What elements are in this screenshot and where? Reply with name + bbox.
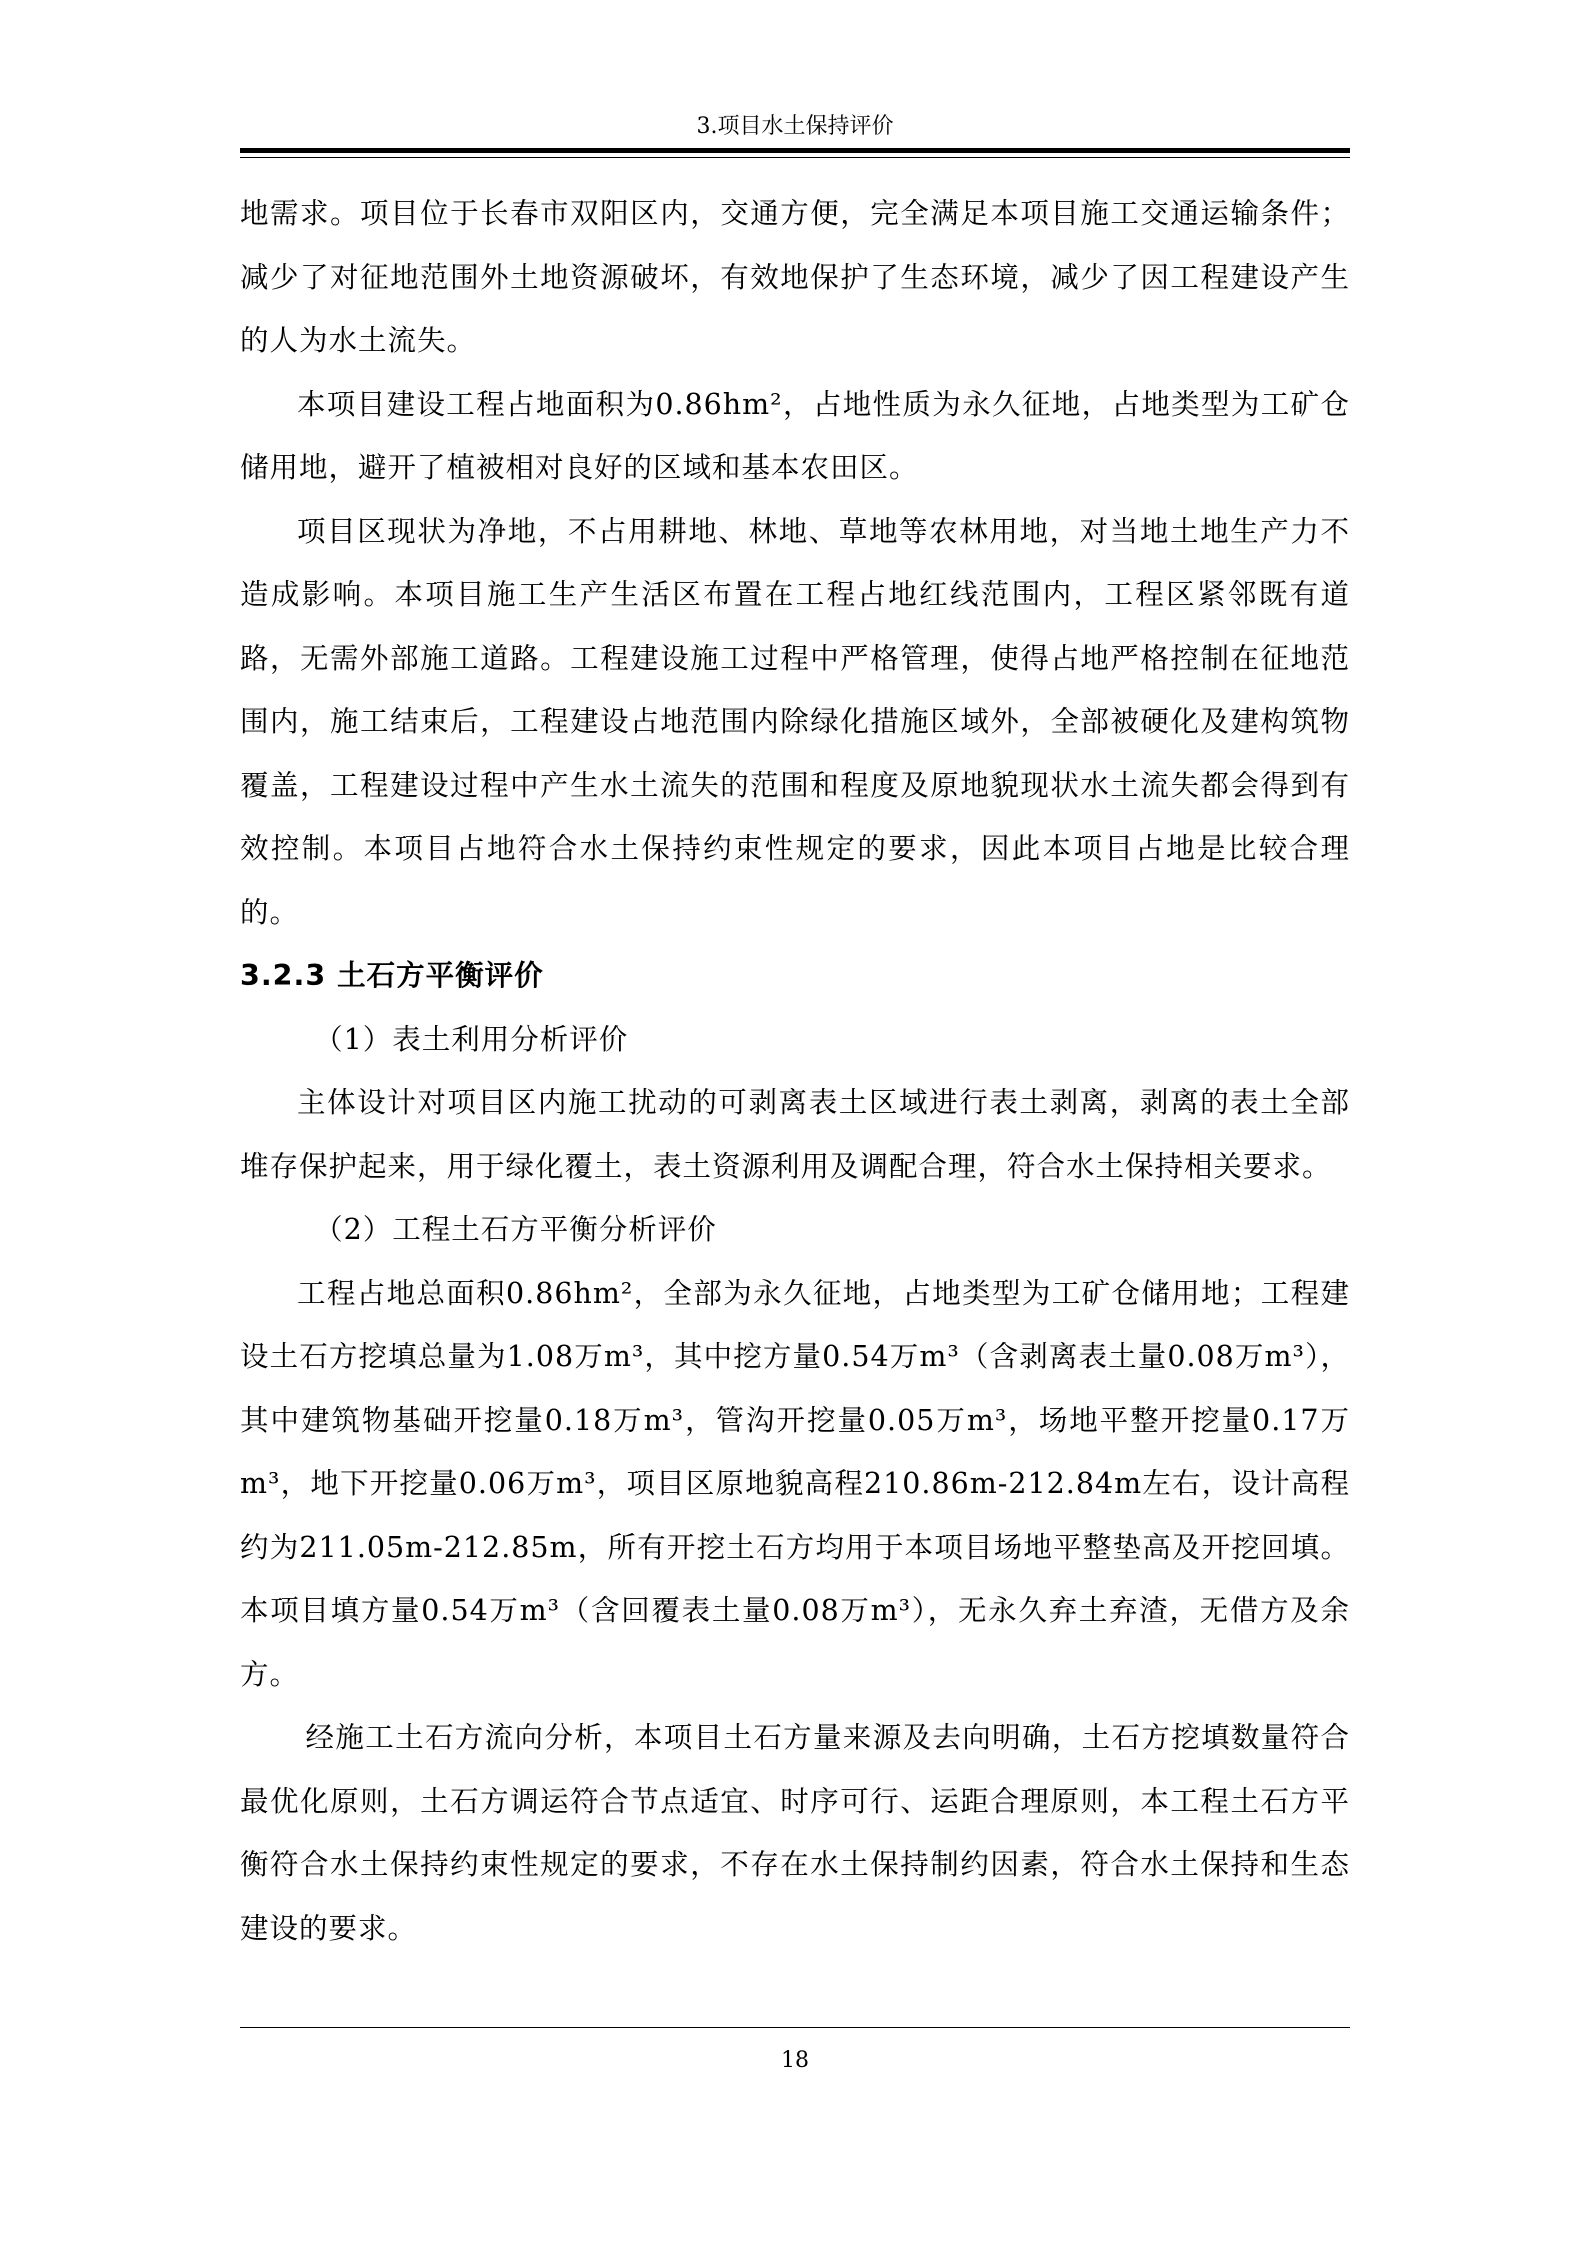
header-rule-thin [240, 157, 1350, 158]
paragraph-earthwork-quantities: 工程占地总面积0.86hm²，全部为永久征地，占地类型为工矿仓储用地；工程建设土石方挖填总量为1.08万m³，其中挖方量0.54万m³（含剥离表土量0.08万m³），其中建筑物基础开挖量0.18万m³，管沟开挖量0.05万m³，场地平整开挖量0.17万m³，地下开挖量0.06万m³，项目区原地貌高程210.86m-212.84m左右，设计高程约为211.05m-212.85m，所有开挖土石方均用于本项目场地平整垫高及开挖回填。本项目填方量0.54万m³（含回覆表土量0.08万m³），无永久弃土弃渣，无借方及余方。 [240, 1276, 1350, 1691]
subheading-topsoil-use: （1）表土利用分析评价 [314, 1022, 629, 1056]
subheading-earthwork-analysis: （2）工程土石方平衡分析评价 [314, 1213, 717, 1246]
header-rule-thick [240, 148, 1350, 153]
document-body [240, 182, 1350, 1960]
footer-rule [240, 2027, 1350, 2028]
paragraph-site-status: 项目区现状为净地，不占用耕地、林地、草地等农林用地，对当地土地生产力不造成影响。本项目施工生产生活区布置在工程占地红线范围内，工程区紧邻既有道路，无需外部施工道路。工程建设施工过程中严格管理，使得占地严格控制在征地范围内，施工结束后，工程建设占地范围内除绿化措施区域外，全部被硬化及建构筑物覆盖，工程建设过程中产生水土流失的范围和程度及原地貌现状水土流失都会得到有效控制。本项目占地符合水土保持约束性规定的要求，因此本项目占地是比较合理的。 [240, 514, 1350, 929]
paragraph-land-area: 本项目建设工程占地面积为0.86hm²，占地性质为永久征地，占地类型为工矿仓储用地，避开了植被相对良好的区域和基本农田区。 [240, 387, 1350, 484]
paragraph-earthwork-conclusion: 经施工土石方流向分析，本项目土石方量来源及去向明确，土石方挖填数量符合最优化原则，土石方调运符合节点适宜、时序可行、运距合理原则，本工程土石方平衡符合水土保持约束性规定的要求，不存在水土保持制约因素，符合水土保持和生态建设的要求。 [240, 1721, 1350, 1945]
paragraph-land-demand: 地需求。项目位于长春市双阳区内，交通方便，完全满足本项目施工交通运输条件；减少了对征地范围外土地资源破坏，有效地保护了生态环境，减少了因工程建设产生的人为水土流失。 [240, 197, 1350, 357]
paragraph-topsoil-stripping: 主体设计对项目区内施工扰动的可剥离表土区域进行表土剥离，剥离的表土全部堆存保护起来，用于绿化覆土，表土资源利用及调配合理，符合水土保持相关要求。 [240, 1086, 1350, 1183]
section-heading-earthwork-balance: 3.2.3 土石方平衡评价 [240, 959, 544, 992]
page-number: 18 [781, 2048, 809, 2073]
running-header: 3.项目水土保持评价 [696, 114, 894, 139]
